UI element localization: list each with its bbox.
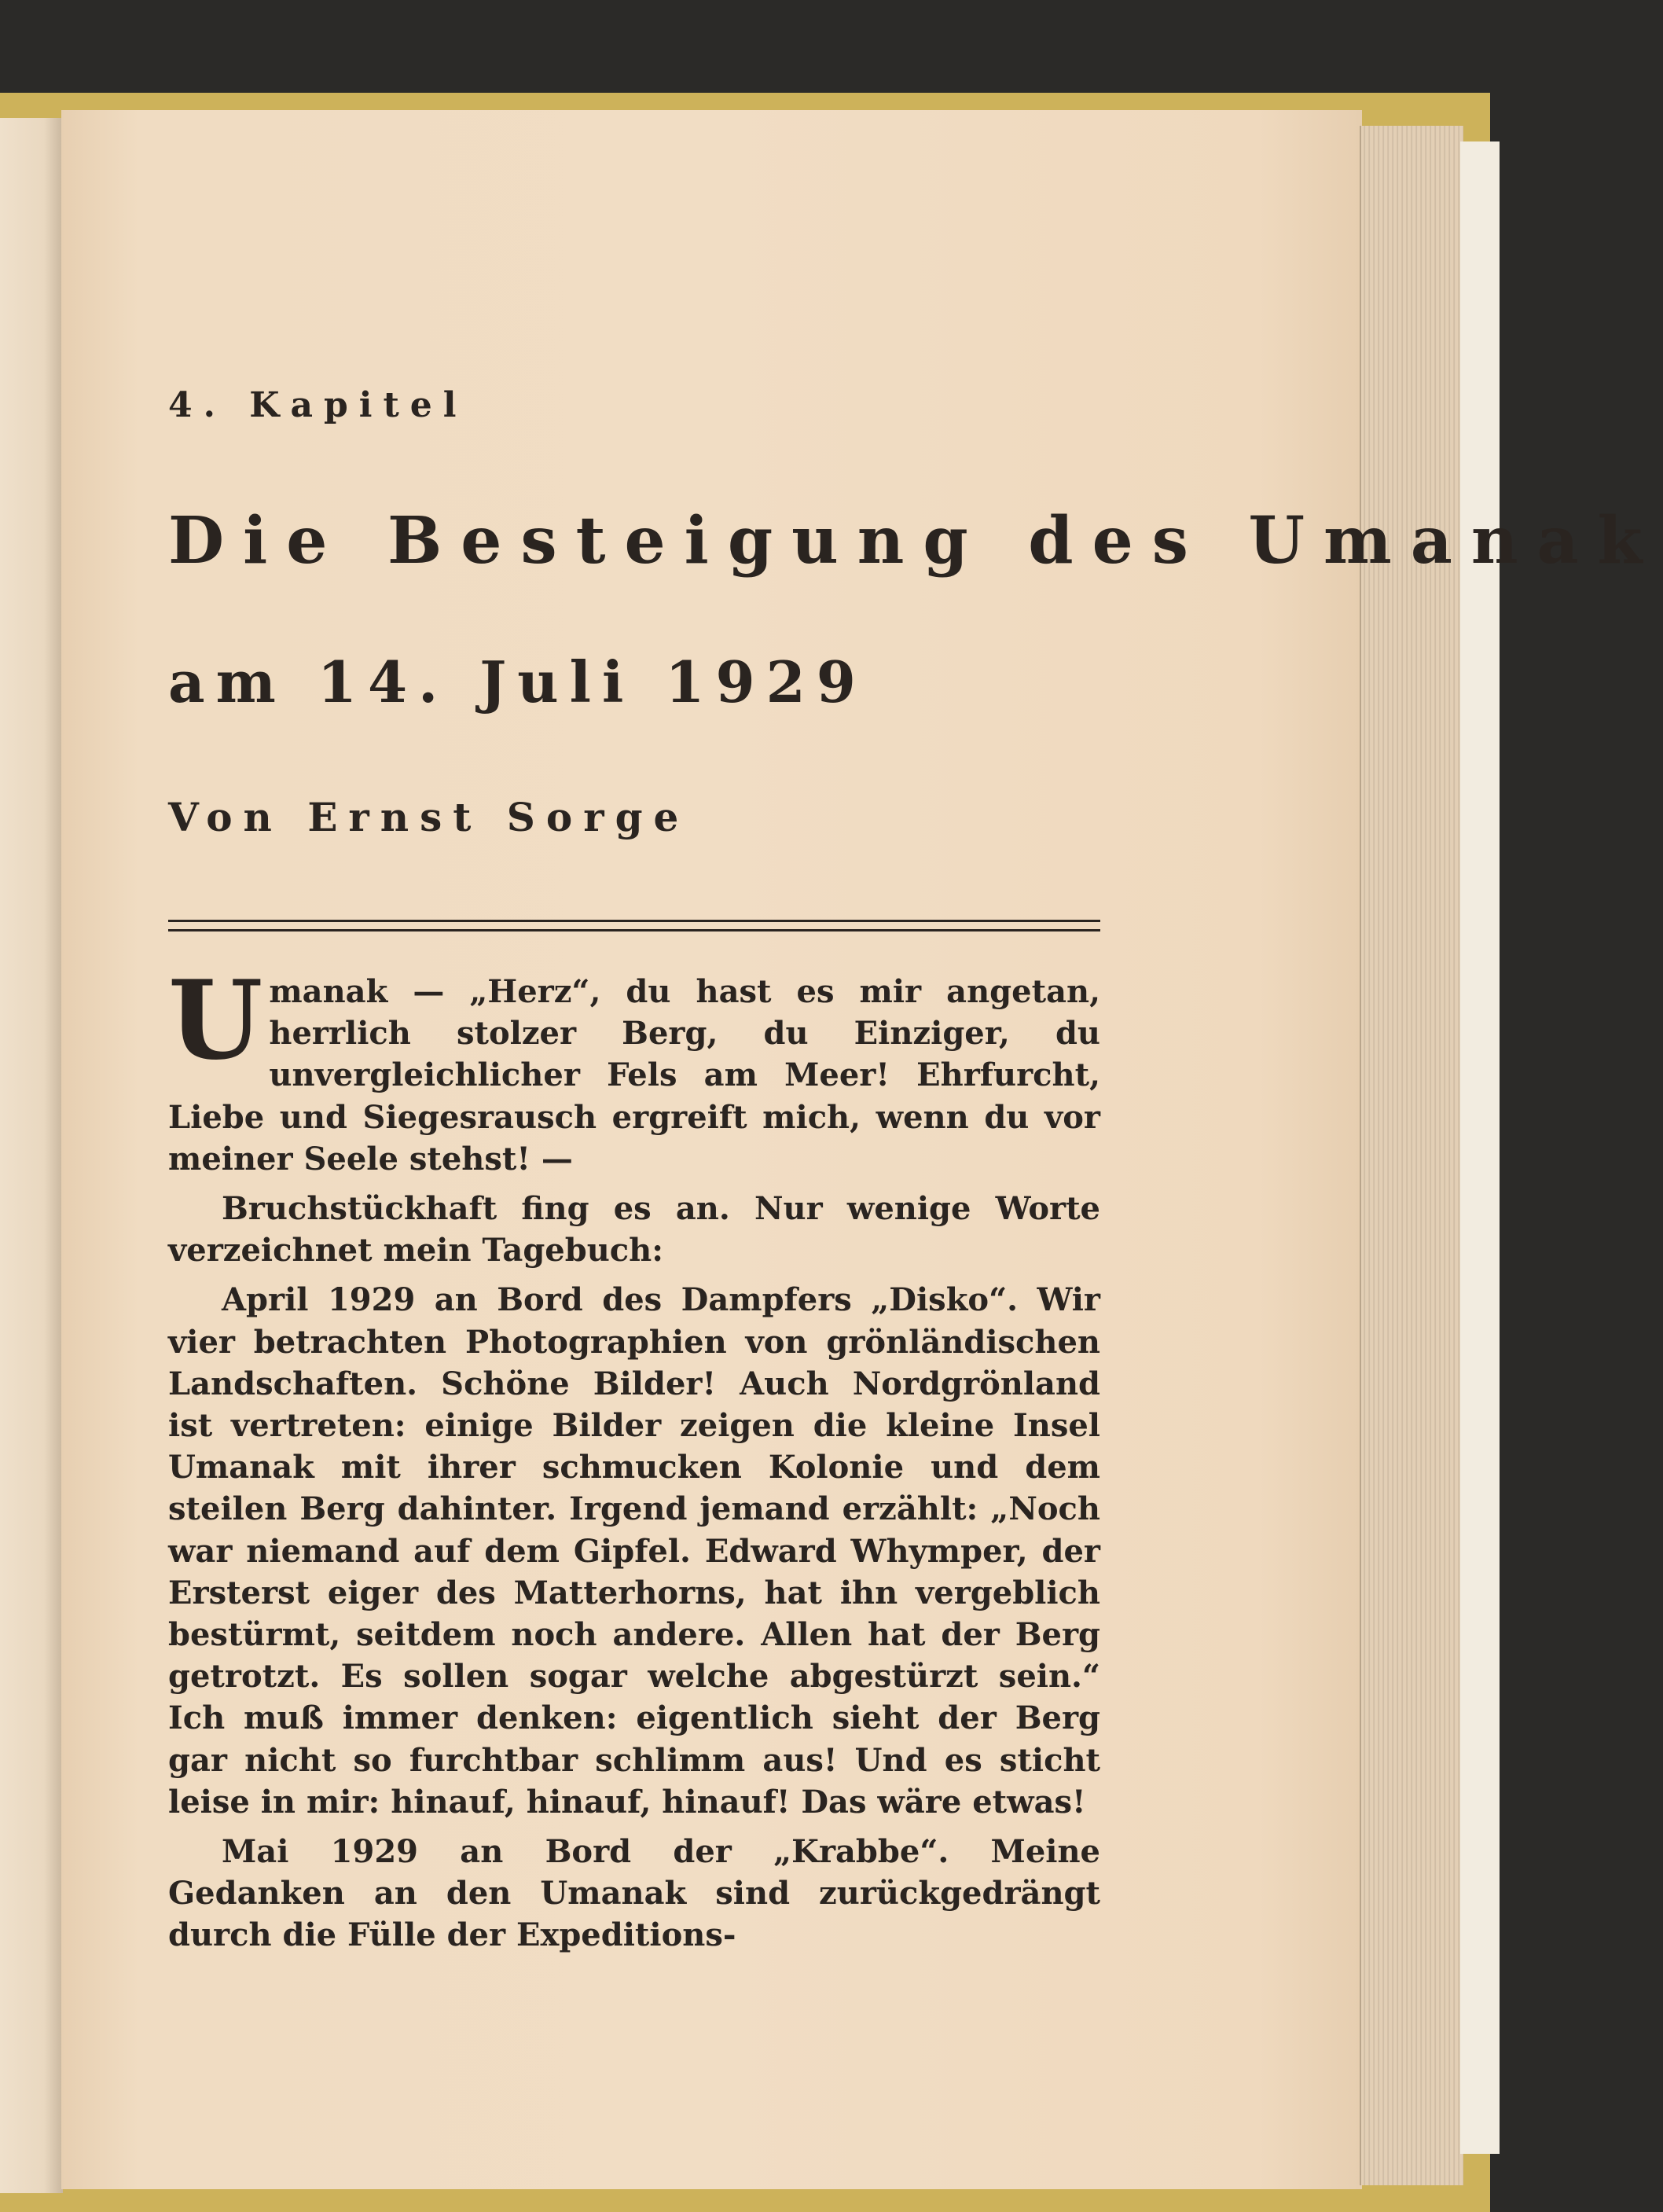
rule-line-bottom [168,929,1100,931]
paragraph-1-text: manak — „Herz“, du hast es mir angetan, herrlich stolzer Berg, du Einziger, du unvergleichlicher Fels am Meer! Ehrfurcht, Liebe und Siegesrausch ergreift mich, wenn du vor meiner Seele stehst! — [168,973,1100,1178]
paragraph-2: Bruchstückhaft fing es an. Nur wenige Worte verzeichnet mein Tagebuch: [168,1190,1100,1270]
previous-page-edge [0,118,63,2193]
drop-cap: U [168,956,263,1084]
rule-line-top [168,920,1100,922]
page-stack-edges [1360,126,1463,2185]
chapter-title: Die Besteigung des Umanak [168,503,1661,579]
paragraph-1 [168,956,1100,1180]
chapter-date: am 14. Juli 1929 [168,649,867,715]
body-text [168,956,1100,1957]
page-content [168,385,1661,1954]
paragraph-4: Mai 1929 an Bord der „Krabbe“. Meine Gedanken an den Umanak sind zurückgedrängt durch die Fülle der Expeditions- [168,1833,1100,1954]
endpaper [1460,141,1500,2154]
chapter-heading: 4. Kapitel [168,385,468,425]
paragraph-3: April 1929 an Bord des Dampfers „Disko“. Wir vier betrachten Photographien von grönländischen Landschaften. Schöne Bilder! Auch Nordgrönland ist vertreten: einige Bilder zeigen die kleine Insel Umanak mit ihrer schmucken Kolonie und dem steilen Berg dahinter. Irgend jemand erzählt: „Noch war niemand auf dem Gipfel. Edward Whymper, der Ersterst eiger des Matterhorns, hat ihn vergeblich bestürmt, seitdem noch andere. Allen hat der Berg getrotzt. Es sollen sogar welche abgestürzt sein.“ Ich muß immer denken: eigentlich sieht der Berg gar nicht so furchtbar schlimm aus! Und es sticht leise in mir: hinauf, hinauf, hinauf! Das wäre etwas! [168,1281,1100,1821]
author-line: Von Ernst Sorge [168,794,690,840]
double-rule [168,920,1100,939]
